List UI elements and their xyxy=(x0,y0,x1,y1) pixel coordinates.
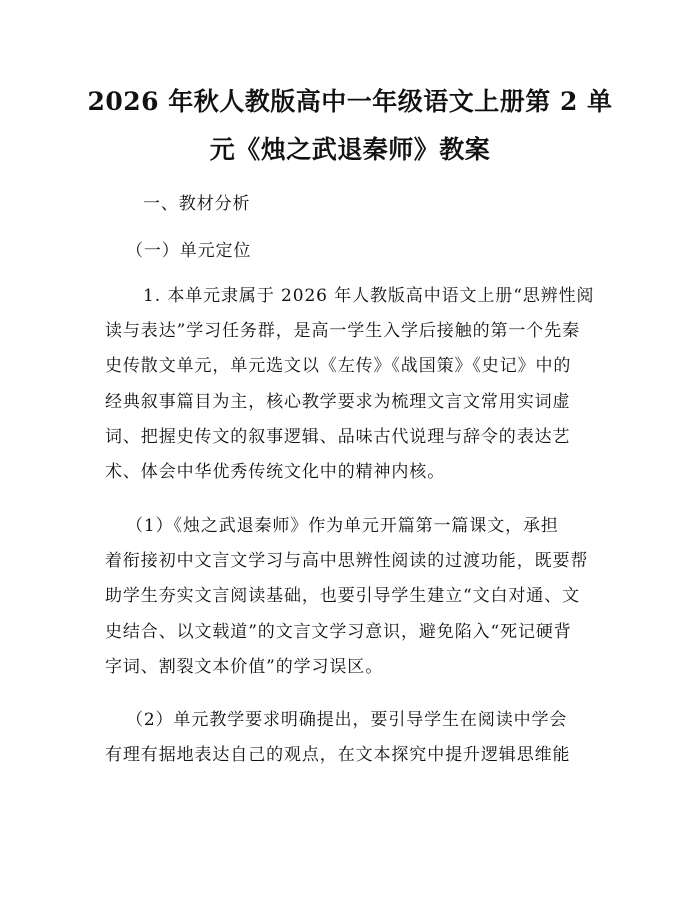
paragraph-1-line-4: 经典叙事篇目为主，核心教学要求为梳理文言文常用实词虚 xyxy=(105,392,571,412)
paragraph-1-line-6: 术、体会中华优秀传统文化中的精神内核。 xyxy=(105,462,446,482)
paragraph-1-line-1: 1. 本单元隶属于 2026 年人教版高中语文上册“思辨性阅 xyxy=(143,286,595,306)
paragraph-3-line-2: 有理有据地表达自己的观点，在文本探究中提升逻辑思维能 xyxy=(105,745,571,765)
paragraph-2-line-2: 着衔接初中文言文学习与高中思辨性阅读的过渡功能，既要帮 xyxy=(105,551,589,571)
document-title-line-1: 2026 年秋人教版高中一年级语文上册第 2 单 xyxy=(87,87,613,116)
subsection-heading: （一）单元定位 xyxy=(126,241,252,261)
paragraph-1-line-2: 读与表达”学习任务群，是高一学生入学后接触的第一个先秦 xyxy=(105,321,580,341)
document-title-line-2: 元《烛之武退秦师》教案 xyxy=(209,135,491,164)
paragraph-2-line-4: 史结合、以文载道”的文言文学习意识，避免陷入“死记硬背 xyxy=(105,622,572,642)
section-heading: 一、教材分析 xyxy=(143,194,251,214)
paragraph-3-line-1: （2）单元教学要求明确提出，要引导学生在阅读中学会 xyxy=(126,710,568,730)
paragraph-1-line-3: 史传散文单元，单元选文以《左传》《战国策》《史记》中的 xyxy=(105,356,572,376)
paragraph-2-line-5: 字词、割裂文本价值”的学习误区。 xyxy=(105,657,384,677)
paragraph-2-line-1: （1）《烛之武退秦师》作为单元开篇第一篇课文，承担 xyxy=(126,516,559,536)
paragraph-2-line-3: 助学生夯实文言阅读基础，也要引导学生建立“文白对通、文 xyxy=(105,586,580,606)
paragraph-1-line-5: 词、把握史传文的叙事逻辑、品味古代说理与辞令的表达艺 xyxy=(105,427,571,447)
